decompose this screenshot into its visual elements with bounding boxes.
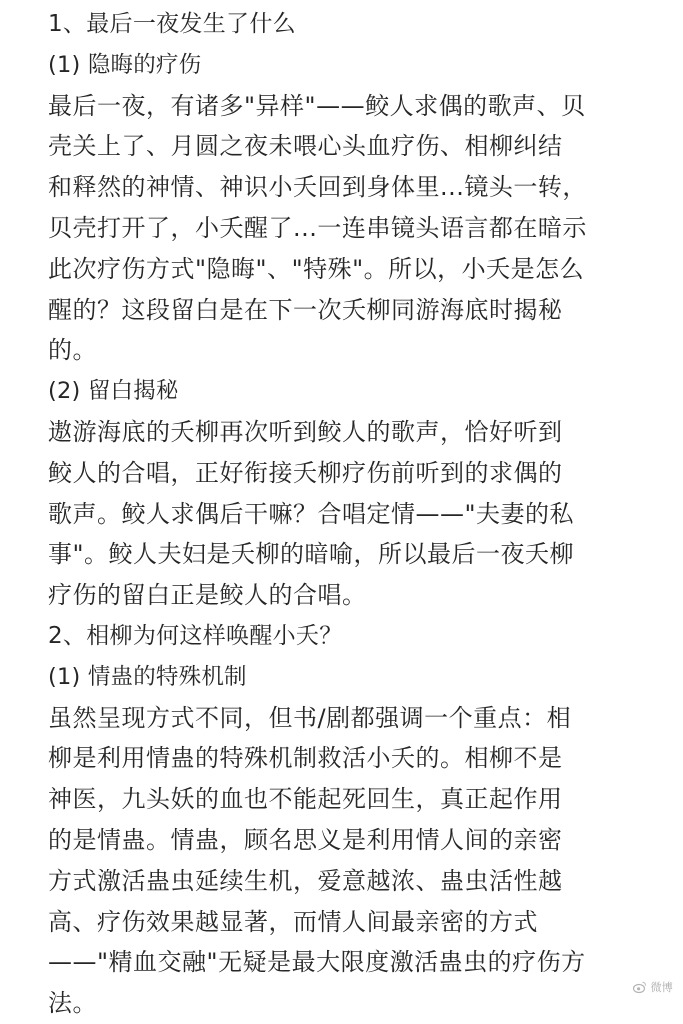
paragraph-line: 和释然的神情、神识小夭回到身体里...镜头一转，	[48, 173, 587, 202]
paragraph-line: ——"精血交融"无疑是最大限度激活蛊虫的疗伤方	[48, 948, 586, 977]
watermark-text: 微博	[650, 981, 673, 994]
subsection-heading: (2) 留白揭秘	[48, 378, 179, 405]
subsection-heading: (1) 隐晦的疗伤	[48, 51, 202, 78]
section-heading: 2、相柳为何这样唤醒小夭？	[48, 622, 343, 649]
paragraph-line: 事"。鲛人夫妇是夭柳的暗喻，所以最后一夜夭柳	[48, 540, 575, 569]
paragraph-line: 柳是利用情蛊的特殊机制救活小夭的。相柳不是	[48, 744, 563, 773]
paragraph-line: 的。	[48, 336, 97, 365]
paragraph-line: 贝壳打开了，小夭醒了...一连串镜头语言都在暗示	[48, 213, 587, 242]
paragraph-line: 神医，九头妖的血也不能起死回生，真正起作用	[48, 785, 563, 814]
paragraph-line: 虽然呈现方式不同，但书/剧都强调一个重点：相	[48, 703, 572, 732]
section-heading: 1、最后一夜发生了什么	[48, 11, 296, 37]
subsection-heading: (1) 情蛊的特殊机制	[48, 663, 247, 690]
paragraph-line: 壳关上了、月圆之夜未喂心头血疗伤、相柳纠结	[48, 132, 563, 161]
paragraph-line: 法。	[48, 989, 97, 1018]
paragraph-line: 歌声。鲛人求偶后干嘛？合唱定情——"夫妻的私	[48, 499, 575, 528]
paragraph-line: 醒的？这段留白是在下一次夭柳同游海底时揭秘	[48, 295, 563, 324]
paragraph-line: 疗伤的留白正是鲛人的合唱。	[48, 581, 367, 610]
paragraph-line: 最后一夜，有诸多"异样"——鲛人求偶的歌声、贝	[48, 91, 586, 120]
paragraph-line: 方式激活蛊虫延续生机，爱意越浓、蛊虫活性越	[48, 866, 563, 895]
weibo-logo-icon	[633, 980, 647, 994]
paragraph-line: 遨游海底的夭柳再次听到鲛人的歌声，恰好听到	[48, 417, 563, 446]
paragraph-line: 鲛人的合唱，正好衔接夭柳疗伤前听到的求偶的	[48, 458, 563, 487]
weibo-watermark	[633, 979, 673, 995]
paragraph-line: 的是情蛊。情蛊，顾名思义是利用情人间的亲密	[48, 825, 563, 854]
paragraph-line: 高、疗伤效果越显著，而情人间最亲密的方式	[48, 907, 538, 936]
paragraph-line: 此次疗伤方式"隐晦"、"特殊"。所以，小夭是怎么	[48, 254, 585, 283]
